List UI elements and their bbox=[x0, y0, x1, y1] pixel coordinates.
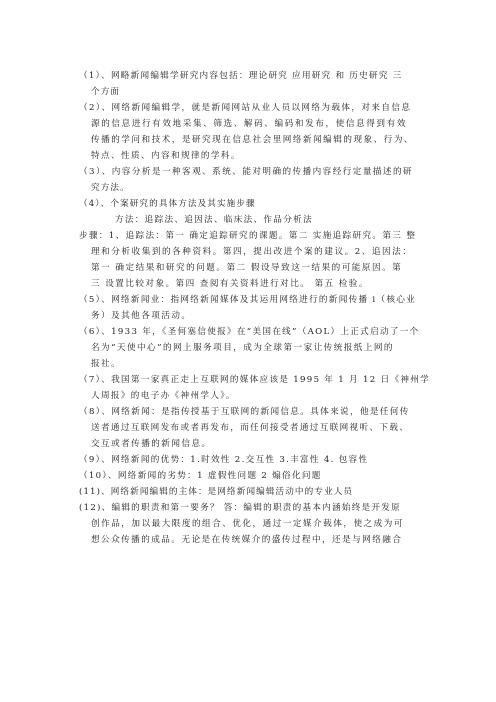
text-line-1: （1）、网略新闻编辑学研究内容包括：理论研究 应用研究 和 历史研究 三 bbox=[79, 71, 403, 81]
text-line-26: （10）、网络新闻的劣势：1 虚假性问题 2 煽俗化问题 bbox=[79, 471, 322, 481]
text-line-8: 究方法。 bbox=[91, 183, 130, 193]
text-line-22: （8）、网络新闻：是指传授基于互联网的新闻信息。具体来说，他是任何传 bbox=[79, 407, 410, 417]
text-line-21: 人周报》的电子办《神州学人》。 bbox=[91, 391, 236, 401]
text-line-7: （3）、内容分析是一种客观、系统、能对明确的传播内容经行定量描述的研 bbox=[79, 167, 414, 177]
text-line-4: 源的信息进行有效地采集、筛选、解码、编码和发布，使信息得到有效 bbox=[91, 119, 408, 129]
text-line-6: 特点、性质、内容和规律的学科。 bbox=[91, 151, 241, 161]
text-line-20: （7）、我国第一家真正走上互联网的媒体应该是 1995 年 1 月 12 日《神州学 bbox=[79, 375, 431, 385]
text-line-3: （2）、网络新闻编辑学，就是新闻网站从业人员以网络为载体，对来自信息 bbox=[79, 103, 412, 113]
text-line-13: 第一 确定结果和研究的问题。第二 假设导致这一结果的可能原因。第 bbox=[91, 263, 403, 273]
text-line-30: 想公众传播的成品。无论是在传统媒介的盛传过程中，还是与网络融合 bbox=[91, 535, 403, 545]
text-line-16: 务）及其他各项活动。 bbox=[91, 311, 192, 321]
text-line-12: 理和分析收集到的各种资料。第四，提出改进个案的建议。2、追因法： bbox=[91, 247, 413, 257]
text-line-17: （6）、1933 年，《圣何塞信使报》在“美国在线”（AOL）上正式启动了一个 bbox=[79, 327, 420, 337]
text-line-27: (11)、网络新闻编辑的主体：是网络新闻编辑活动中的专业人员 bbox=[79, 487, 354, 497]
text-line-24: 交互或者传播的新闻信息。 bbox=[91, 439, 212, 449]
text-line-9: （4）、个案研究的具体方法及其实施步骤 bbox=[79, 199, 256, 209]
text-line-25: （9）、网络新闻的优势：1.时效性 2.交互性 3.丰富性 4. 包容性 bbox=[79, 455, 369, 465]
text-line-28: (12)、编辑的职责和第一要务？ 答：编辑的职责的基本内涵始终是开发原 bbox=[79, 503, 401, 513]
text-line-2: 个方面 bbox=[91, 87, 121, 97]
text-line-23: 送者通过互联网发布或者再发布，而任何接受者通过互联网视听、下载、 bbox=[91, 423, 410, 433]
text-line-10: 方法：追踪法、追因法、临床法、作品分析法 bbox=[115, 215, 313, 225]
text-line-5: 传播的学问和技术，是研究现在信息社会里网络新闻编辑的现象、行为、 bbox=[91, 135, 415, 145]
text-line-19: 报社。 bbox=[91, 359, 121, 369]
text-line-15: （5）、网络新闻业：指网络新闻媒体及其运用网络进行的新闻传播 i（核心业 bbox=[79, 295, 417, 305]
text-line-14: 三 设置比较对象。第四 查阅有关资料进行对比。 第五 检验。 bbox=[91, 279, 369, 289]
text-line-18: 名为“天使中心”的网上服务项目，成为全球第一家让传统报纸上网的 bbox=[91, 343, 394, 353]
text-line-29: 创作品，加以最大限度的组合、优化，通过一定媒介载体，使之成为可 bbox=[91, 519, 404, 529]
text-line-11: 步骤：1、追踪法：第一 确定追踪研究的课题。第二 实施追踪研究。第三 整 bbox=[79, 231, 417, 241]
